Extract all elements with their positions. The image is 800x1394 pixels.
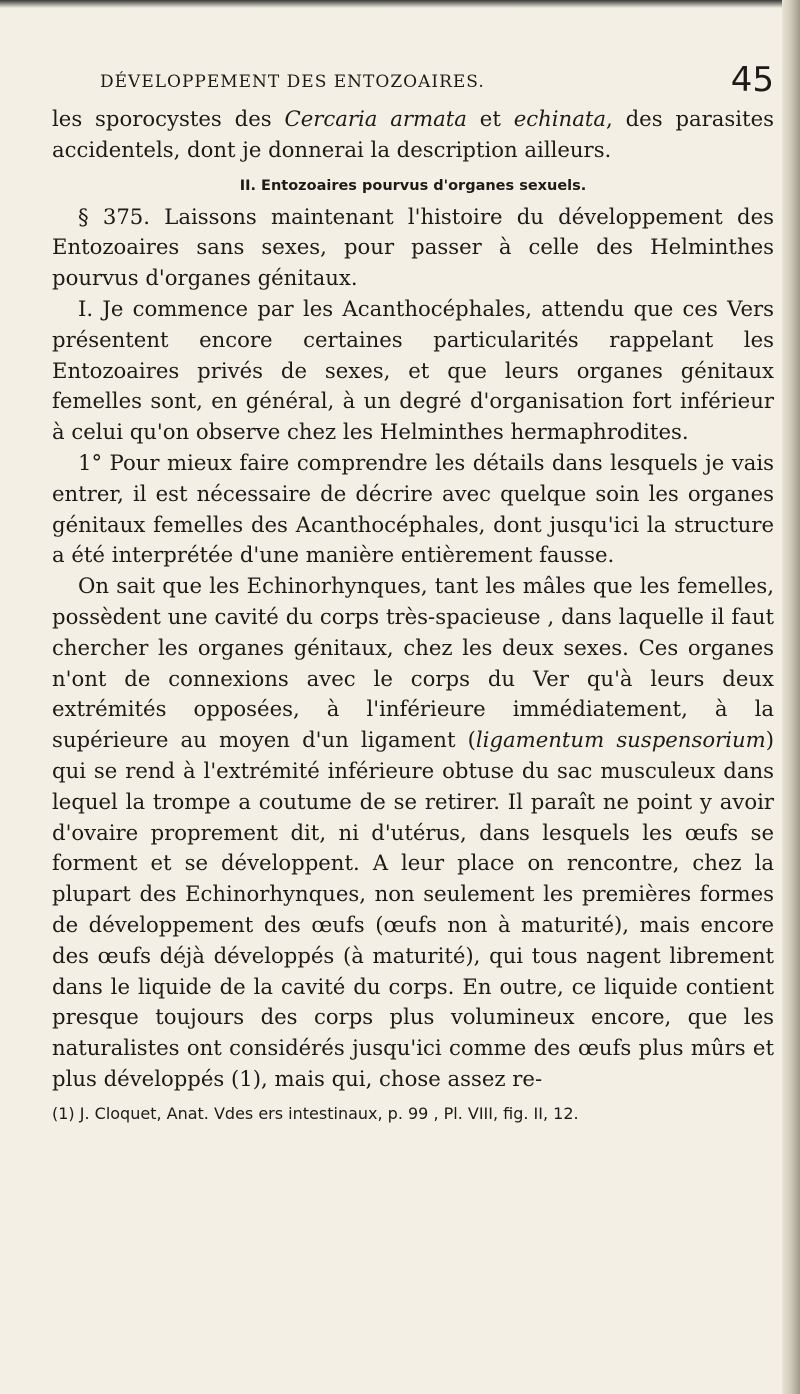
italic-term: ligamentum suspensorium — [475, 727, 766, 753]
running-title: DÉVELOPPEMENT DES ENTOZOAIRES. — [100, 72, 485, 92]
text-run: ) qui se rend à l'extrémité inférieure obtuse du sac musculeux dans lequel la trompe a coutume de se retirer. Il paraît ne point y avoir d'ovaire proprement dit, ni d'utérus, dans lesquels les œufs se forment et se développent. A leur place on rencontre, chez la plupart des Echinorhynques, non seulement les premières formes de développement des œufs (œufs non à maturité), mais encore des œufs déjà développés (à maturité), qui tous nagent librement dans le liquide de la cavité du corps. En outre, ce liquide contient presque toujours des corps plus volumineux encore, que les naturalistes ont considérés jusqu'ici comme des œufs plus mûrs et plus développés (1), mais qui, chose assez re- — [52, 727, 775, 1091]
italic-term: Cercaria armata — [284, 106, 467, 131]
footnote: (1) J. Cloquet, Anat. Vdes ers intestinaux, p. 99 , Pl. VIII, fig. II, 12. — [52, 1103, 579, 1123]
scan-top-edge — [0, 0, 800, 8]
page-number: 45 — [730, 60, 774, 100]
paragraph-point-1: 1° Pour mieux faire comprendre les détails dans lesquels je vais entrer, il est nécessaire de décrire avec quelque soin les organes génitaux femelles des Acanthocéphales, dont jusqu'ici la structure a été interprétée d'une manière entièrement fausse. — [52, 449, 774, 568]
text-run: et — [466, 106, 514, 131]
book-spine-edge — [782, 0, 800, 1394]
paragraph-echinorhynques — [52, 571, 774, 1095]
italic-term: echinata — [513, 106, 606, 131]
running-head — [52, 60, 774, 104]
paragraph-acanthocephales: I. Je commence par les Acanthocéphales, attendu que ces Vers présentent encore certaines particularités rappelant les Entozoaires privés de sexes, et que leurs organes génitaux femelles sont, en général, à un degré d'organisation fort inférieur à celui qu'on observe chez les Helminthes hermaphrodites. — [52, 295, 774, 445]
text-run: les sporocystes des — [52, 106, 285, 131]
text-run: , des parasites accidentels, dont je donnerai la description ailleurs. — [52, 106, 774, 162]
paragraph-375: § 375. Laissons maintenant l'histoire du développement des Entozoaires sans sexes, pour passer à celle des Helminthes pourvus d'organes génitaux. — [52, 203, 774, 291]
section-subheading: II. Entozoaires pourvus d'organes sexuels. — [239, 177, 587, 194]
text-run: On sait que les Echinorhynques, tant les mâles que les femelles, possèdent une cavité du corps très-spacieuse , dans laquelle il faut chercher les organes génitaux, chez les deux sexes. Ces organes n'ont de connexions avec le corps du Ver qu'à leurs deux extrémités opposées, à l'inférieure immédiatement, à la supérieure au moyen d'un ligament ( — [52, 573, 774, 753]
body-text — [52, 104, 774, 1095]
book-page — [52, 60, 775, 1125]
paragraph-continuation — [52, 104, 774, 166]
